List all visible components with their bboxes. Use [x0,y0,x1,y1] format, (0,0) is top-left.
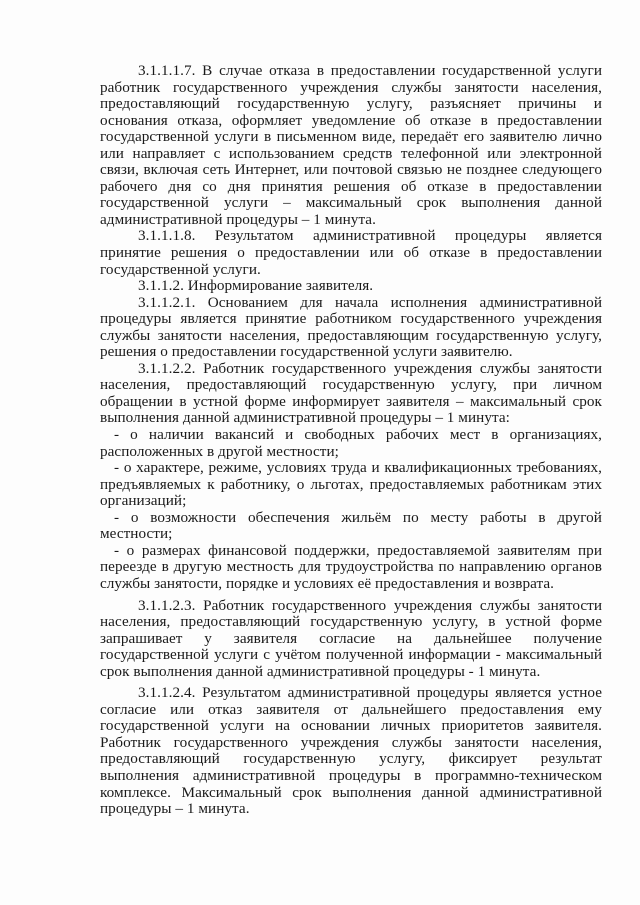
paragraph-3-1-1-2-heading: 3.1.1.2. Информирование заявителя. [138,277,374,295]
paragraph-3-1-1-1-7: 3.1.1.1.7. В случае отказа в предоставлении государственной услуги работник государственного учреждения службы занятости населения, предоставляющий государственную услугу, разъясняет причины и основания отказа, оформляет уведомление об отказе в предоставлении государственной услуги в письменном виде, передаёт его заявителю лично или направляет с использованием средств телефонной или электронной связи, включая сеть Интернет, или почтовой связью не позднее следующего рабочего дня со дня принятия решения об отказе в предоставлении государственной услуги – максимальный срок выполнения данной административной процедуры – 1 минута. [100,62,602,228]
list-item-housing: - о возможности обеспечения жильём по месту работы в другой местности; [100,508,602,543]
list-item-vacancies: - о наличии вакансий и свободных рабочих мест в организациях, расположенных в другой местности; [100,426,602,460]
paragraph-3-1-1-2-1: 3.1.1.2.1. Основанием для начала исполнения административной процедуры является принятие работником государственного учреждения службы занятости населения, предоставляющим государственную услугу, решения о предоставлении государственной услуги заявителю. [100,293,602,361]
paragraph-3-1-1-2-3: 3.1.1.2.3. Работник государственного учреждения службы занятости населения, предоставляющий государственную услугу, в устной форме запрашивает у заявителя согласие на дальнейшее получение государственной услуги с учётом полученной информации - максимальный срок выполнения данной административной процедуры - 1 минута. [100,596,602,680]
paragraph-3-1-1-2-2: 3.1.1.2.2. Работник государственного учреждения службы занятости населения, предоставляющий государственную услугу, при личном обращении в устной форме информирует заявителя – максимальный срок выполнения данной административной процедуры – 1 минута: [100,359,602,427]
paragraph-3-1-1-1-8: 3.1.1.1.8. Результатом административной процедуры является принятие решения о предоставлении или об отказе в предоставлении государственной услуги. [100,227,602,278]
paragraph-3-1-1-2-4: 3.1.1.2.4. Результатом административной процедуры является устное согласие или отказ заявителя от дальнейшего предоставления ему государственной услуги на основании личных приоритетов заявителя. Работник государственного учреждения службы занятости населения, предоставляющий государственную услугу, фиксирует результат выполнения административной процедуры в программно-техническом комплексе. Максимальный срок выполнения данной административной процедуры – 1 минута. [100,684,602,818]
list-item-financial-support: - о размерах финансовой поддержки, предоставляемой заявителям при переезде в другую местность для трудоустройства по направлению органов службы занятости, порядке и условиях её предоставления и возврата. [100,541,602,592]
list-item-conditions: - о характере, режиме, условиях труда и квалификационных требованиях, предъявляемых к работнику, о льготах, предоставляемых работникам этих организаций; [100,459,602,510]
document-body [100,63,602,818]
